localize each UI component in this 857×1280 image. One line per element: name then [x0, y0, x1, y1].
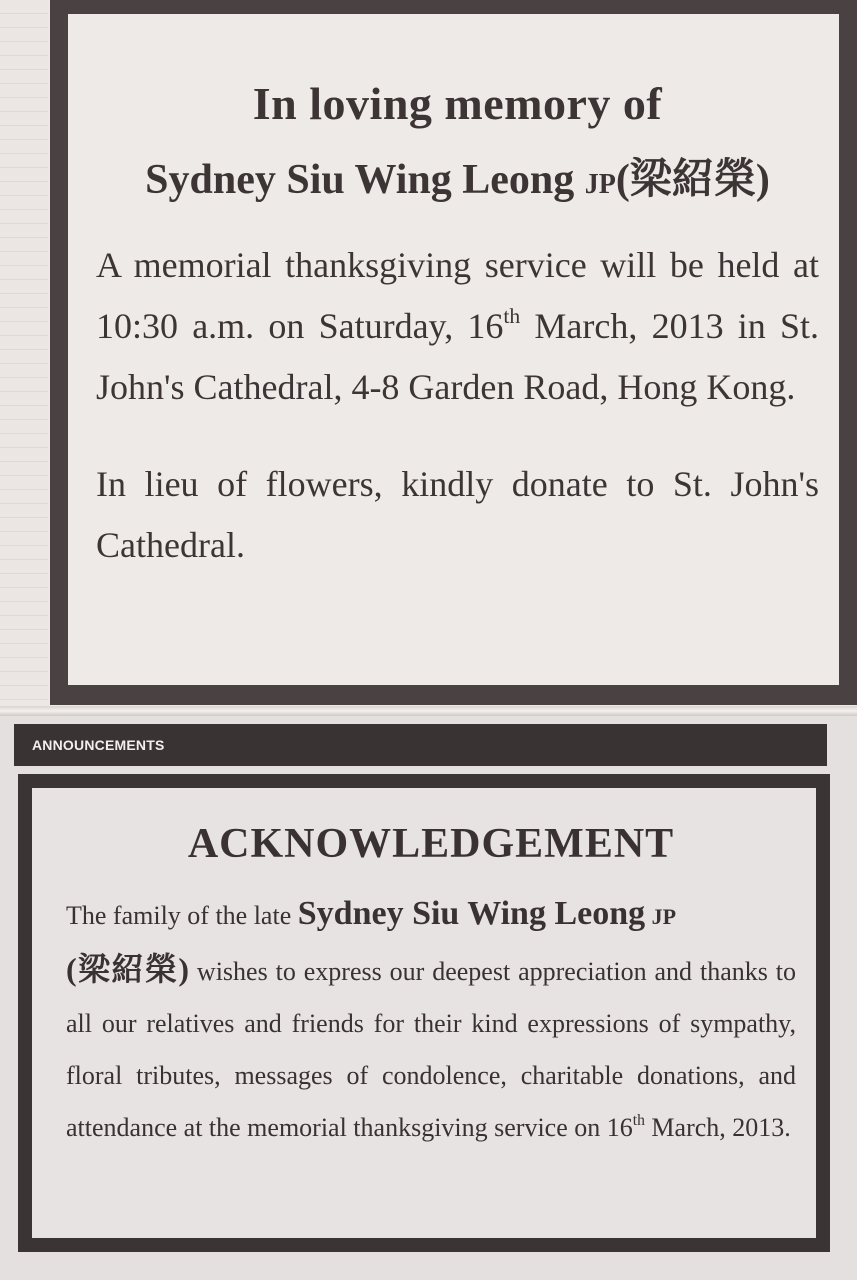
acknowledgement-notice — [18, 774, 830, 1252]
memorial-heading: In loving memory of — [252, 78, 663, 129]
acknowledgement-text — [66, 888, 796, 1154]
paper-crease — [0, 706, 857, 716]
ack-body-1: wishes to express our deepest appreciation and thanks to all our relatives and friends for their kind expressions of sympathy, floral tributes, messages of condolence, charitable donations, and attendance at the memorial thanksgiving service on 16 — [66, 957, 796, 1142]
ack-name: Sydney Siu Wing Leong — [297, 895, 646, 932]
acknowledgement-title: ACKNOWLEDGEMENT — [187, 821, 675, 867]
memorial-notice — [50, 0, 857, 705]
section-label: ANNOUNCEMENTS — [32, 737, 165, 753]
ack-date-suffix: th — [632, 1112, 645, 1130]
service-date-suffix: th — [503, 303, 521, 328]
memorial-name: Sydney Siu Wing Leong — [145, 157, 575, 203]
ack-intro: The family of the late — [66, 901, 298, 930]
ack-title-suffix: JP — [651, 904, 677, 929]
memorial-title: JP — [584, 169, 616, 200]
memorial-service-details — [96, 235, 819, 418]
memorial-donation-note: In lieu of flowers, kindly donate to St. John's Cathedral. — [96, 464, 819, 565]
service-text-1: A memorial thanksgiving service will be held at 10:30 a.m. on Saturday, 16 — [96, 245, 819, 346]
acknowledgement-notice-body — [32, 788, 816, 1238]
memorial-chinese-name: (梁紹榮) — [615, 157, 770, 203]
ack-chinese-name: (梁紹榮) — [66, 951, 189, 987]
memorial-notice-body — [68, 14, 839, 685]
memorial-name-line — [96, 154, 819, 211]
section-header-band — [14, 724, 827, 766]
ack-body-2: March, 2013. — [644, 1113, 791, 1142]
service-text-2: March, 2013 in St. John's Cathedral, 4-8 Garden Road, Hong Kong. — [96, 306, 819, 407]
adjacent-column-text — [0, 0, 48, 700]
